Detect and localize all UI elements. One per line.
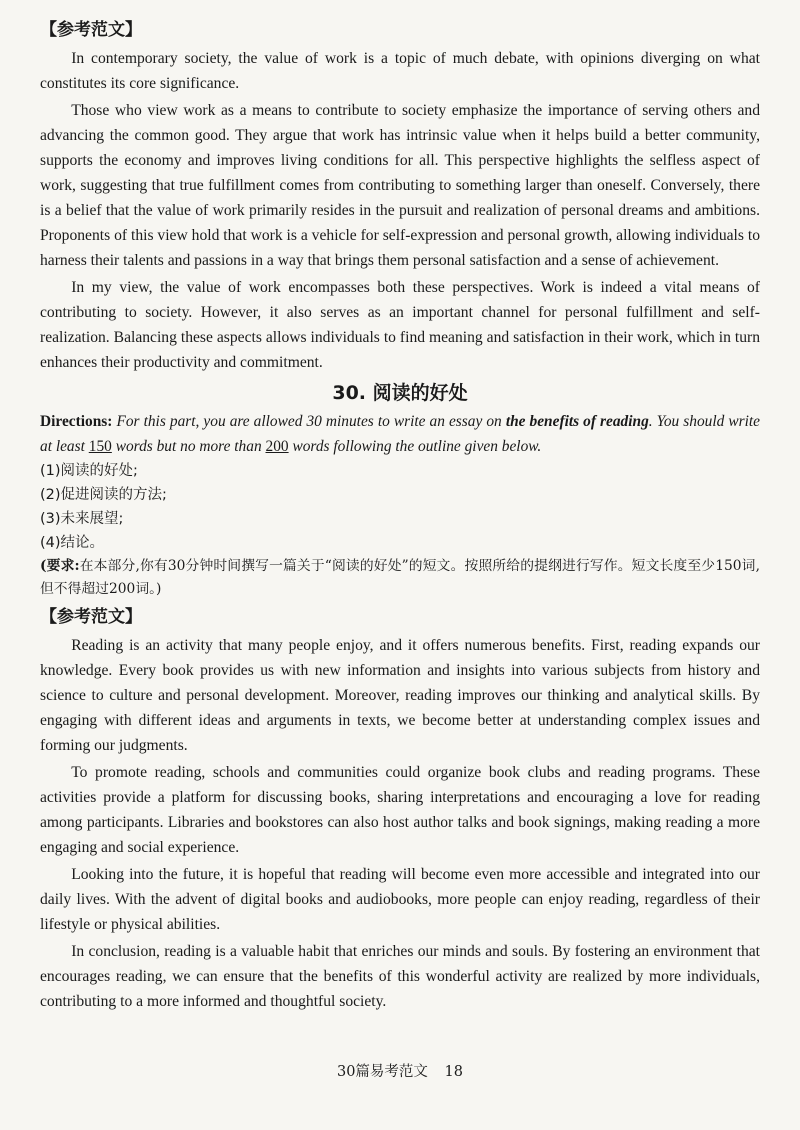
directions-text: words but no more than xyxy=(115,438,262,455)
essay-topic: the benefits of reading xyxy=(505,413,649,430)
section-heading: 【参考范文】 xyxy=(40,607,142,627)
book-title: 30篇易考范文 xyxy=(336,1064,428,1080)
requirement-text: 在本部分,你有30分钟时间撰写一篇关于“阅读的好处”的短文。按照所给的提纲进行写作。短文长度至少150词,但不得超过200词。) xyxy=(40,558,760,597)
requirement-label: (要求: xyxy=(40,558,80,574)
outline-item: (3)未来展望; xyxy=(40,511,124,527)
body-paragraph: Looking into the future, it is hopeful that reading will become even more accessible and integrated into our daily lives. With the advent of digital books and audiobooks, more people can enjoy reading, regardless of their lifestyle or physical abilities. xyxy=(40,866,760,933)
directions-text: For this part, you are allowed 30 minutes to write an essay on xyxy=(116,413,502,430)
outline-item: (2)促进阅读的方法; xyxy=(40,487,167,503)
page-footer xyxy=(0,1060,800,1081)
max-words: 200 xyxy=(265,438,289,455)
min-words: 150 xyxy=(88,438,112,455)
directions-text: words following the outline given below. xyxy=(292,438,542,455)
page-number: 18 xyxy=(444,1064,463,1080)
requirement-note xyxy=(40,555,760,601)
outline-item: (1)阅读的好处; xyxy=(40,463,138,479)
body-paragraph: To promote reading, schools and communities could organize book clubs and reading programs. These activities provide a platform for discussing books, sharing interpretations and encouraging a love for reading among participants. Libraries and bookstores can also host author talks and book signings, making reading a more engaging and social experience. xyxy=(40,764,760,856)
directions-label: Directions: xyxy=(40,413,113,430)
directions xyxy=(40,409,760,459)
body-paragraph: In my view, the value of work encompasses both these perspectives. Work is indeed a vital means of contributing to society. However, it also serves as an important channel for personal fulfillment and self-realization. Balancing these aspects allows individuals to find meaning and satisfaction in their work, which in turn enhances their productivity and commitment. xyxy=(40,279,760,371)
body-paragraph: In conclusion, reading is a valuable habit that enriches our minds and souls. By fostering an environment that encourages reading, we can ensure that the benefits of this wonderful activity are realized by more individuals, contributing to a more informed and thoughtful society. xyxy=(40,943,760,1010)
essay-title: 30. 阅读的好处 xyxy=(332,382,468,404)
body-paragraph: In contemporary society, the value of work is a topic of much debate, with opinions diverging on what constitutes its core significance. xyxy=(40,50,760,92)
section-heading: 【参考范文】 xyxy=(40,20,142,40)
body-paragraph: Reading is an activity that many people enjoy, and it offers numerous benefits. First, reading expands our knowledge. Every book provides us with new information and insights into various subjects from history and science to culture and personal development. Moreover, reading improves our thinking and analytical skills. By engaging with different ideas and arguments in texts, we become better at understanding complex issues and forming our judgments. xyxy=(40,637,760,754)
body-paragraph: Those who view work as a means to contribute to society emphasize the importance of serving others and advancing the common good. They argue that work has intrinsic value when it helps build a better community, supports the economy and improves living conditions for all. This perspective highlights the selfless aspect of work, suggesting that true fulfillment comes from contributing to something larger than oneself. Conversely, there is a belief that the value of work primarily resides in the pursuit and realization of personal dreams and ambitions. Proponents of this view hold that work is a vehicle for self-expression and personal growth, allowing individuals to harness their talents and passions in a way that brings them personal satisfaction and a sense of achievement. xyxy=(40,102,760,269)
directions-text: . You should write at least xyxy=(40,413,760,455)
outline-item: (4)结论。 xyxy=(40,535,105,551)
